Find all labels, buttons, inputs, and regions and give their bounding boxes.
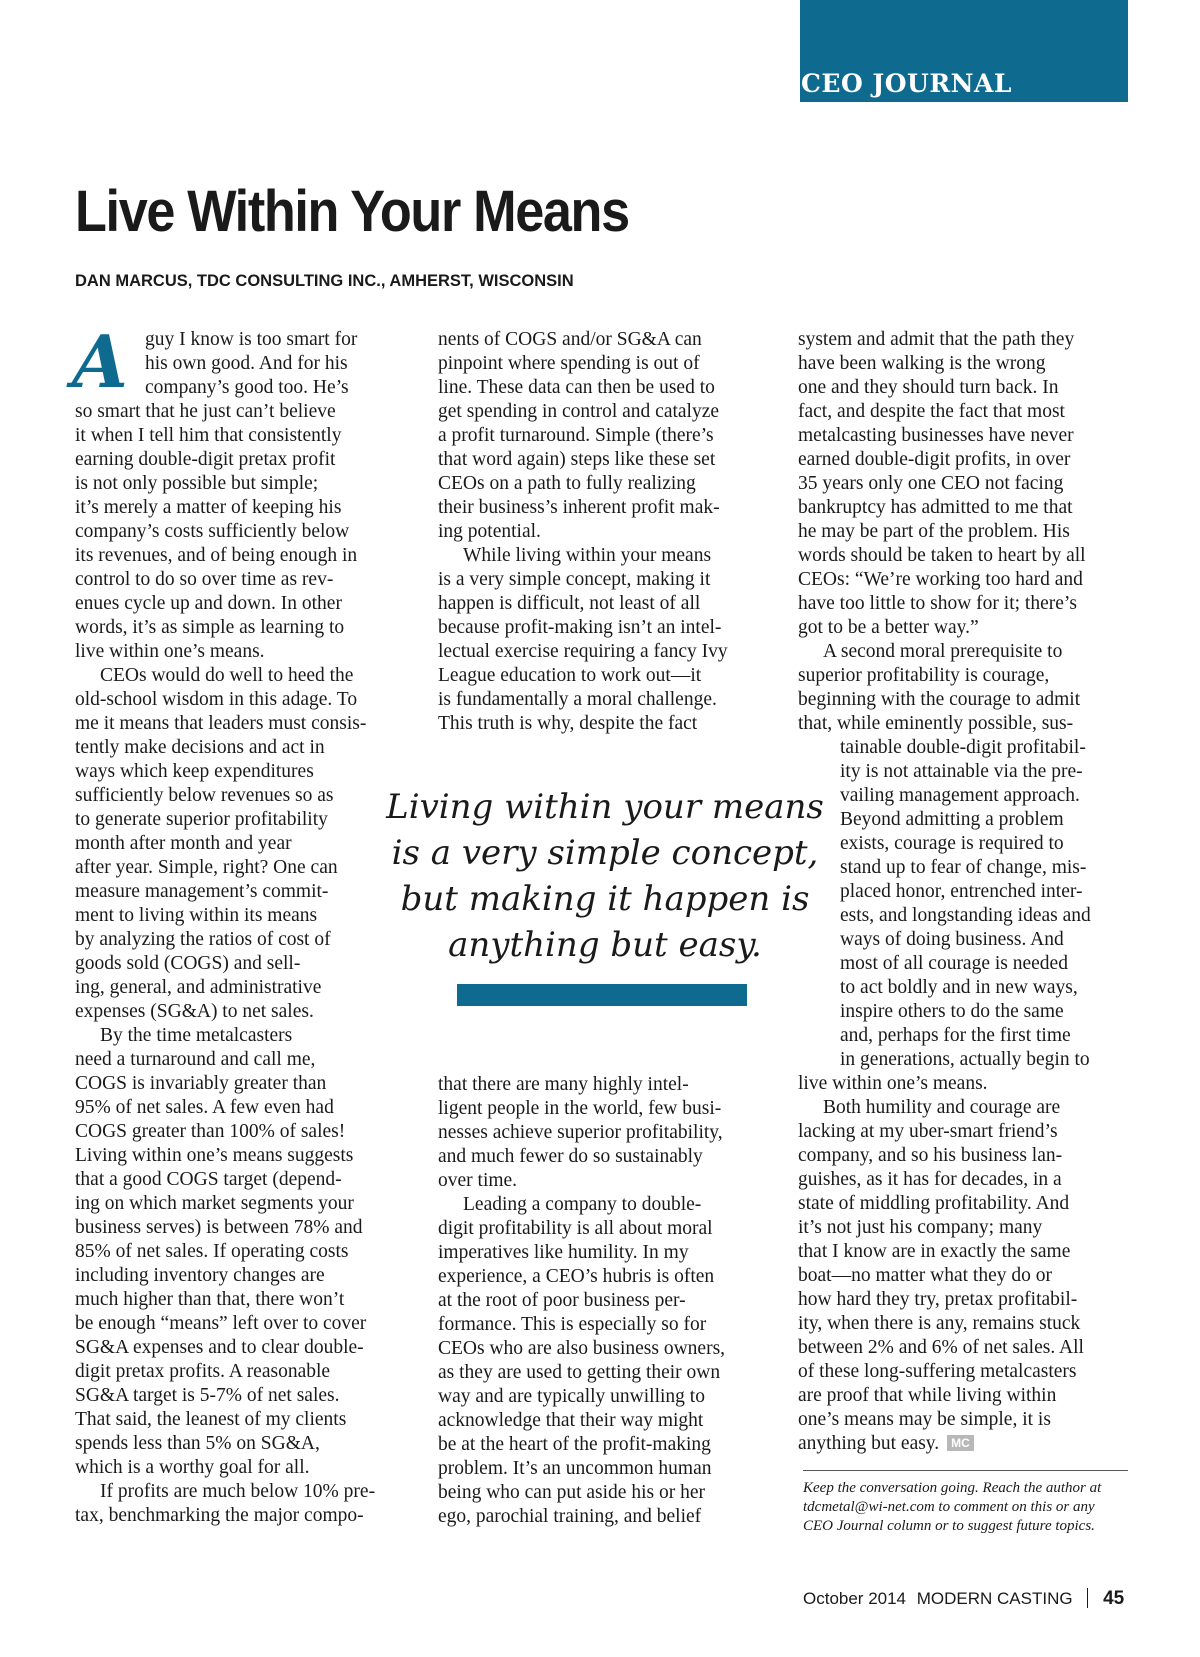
author-note-line: Keep the conversation going. Reach the author at — [803, 1480, 1102, 1496]
text-line: ing, general, and administrative — [75, 977, 322, 998]
text-line: stand up to fear of change, mis- — [840, 857, 1087, 878]
text-line: is fundamentally a moral challenge. — [438, 689, 717, 710]
text-line: have been walking is the wrong — [798, 353, 1046, 374]
text-line: Leading a company to double- — [463, 1194, 702, 1215]
text-line: which is a worthy goal for all. — [75, 1457, 310, 1478]
text-line: A second moral prerequisite to — [823, 641, 1063, 662]
text-line: experience, a CEO’s hubris is often — [438, 1266, 715, 1287]
text-line: after year. Simple, right? One can — [75, 857, 338, 878]
text-line: digit profitability is all about moral — [438, 1218, 713, 1239]
text-line: live within one’s means. — [75, 641, 265, 662]
text-line: its revenues, and of being enough in — [75, 545, 358, 566]
text-line: While living within your means — [463, 545, 712, 566]
text-line: much higher than that, there won’t — [75, 1289, 345, 1310]
text-line: be enough “means” left over to cover — [75, 1313, 367, 1334]
text-line: in generations, actually begin to — [840, 1049, 1090, 1070]
text-line: ligent people in the world, few busi- — [438, 1098, 722, 1119]
text-line: of these long-suffering metalcasters — [798, 1361, 1077, 1382]
text-line: SG&A expenses and to clear double- — [75, 1337, 364, 1358]
text-line: enues cycle up and down. In other — [75, 593, 342, 614]
article-title: Live Within Your Means — [75, 179, 629, 244]
text-line: 95% of net sales. A few even had — [75, 1097, 334, 1118]
text-line: over time. — [438, 1170, 518, 1191]
text-line: nents of COGS and/or SG&A can — [438, 329, 702, 350]
text-line: way and are typically unwilling to — [438, 1386, 705, 1407]
author-note-rule — [803, 1470, 1128, 1471]
author-note-line: CEO Journal column or to suggest future topics. — [803, 1518, 1095, 1534]
text-line: lectual exercise requiring a fancy Ivy — [438, 641, 728, 662]
text-line: nesses achieve superior profitability, — [438, 1122, 723, 1143]
article-byline: DAN MARCUS, TDC CONSULTING INC., AMHERST, WISCONSIN — [75, 272, 574, 290]
text-line: old-school wisdom in this adage. To — [75, 689, 358, 710]
text-line: is not only possible but simple; — [75, 473, 319, 494]
text-line: spends less than 5% on SG&A, — [75, 1433, 320, 1454]
text-line: goods sold (COGS) and sell- — [75, 953, 301, 974]
text-line: me it means that leaders must consis- — [75, 713, 367, 734]
text-line: imperatives like humility. In my — [438, 1242, 689, 1263]
page-footer — [803, 1588, 1124, 1612]
text-line: CEOs would do well to heed the — [100, 665, 354, 686]
text-line: problem. It’s an uncommon human — [438, 1458, 712, 1479]
text-line: company’s costs sufficiently below — [75, 521, 350, 542]
text-line: ing potential. — [438, 521, 541, 542]
text-line: one and they should turn back. In — [798, 377, 1059, 398]
text-line: line. These data can then be used to — [438, 377, 715, 398]
text-line: how hard they try, pretax profitabil- — [798, 1289, 1078, 1310]
text-line: one’s means may be simple, it is — [798, 1409, 1051, 1430]
text-line: being who can put aside his or her — [438, 1482, 705, 1503]
author-note-line: tdcmetal@wi-net.com to comment on this or any — [803, 1499, 1095, 1515]
text-line: By the time metalcasters — [100, 1025, 293, 1046]
text-line: get spending in control and catalyze — [438, 401, 720, 422]
text-line: control to do so over time as rev- — [75, 569, 334, 590]
pull-quote-line: but making it happen is — [400, 879, 810, 919]
text-line: guishes, as it has for decades, in a — [798, 1169, 1062, 1190]
text-line: words should be taken to heart by all — [798, 545, 1086, 566]
text-line: are proof that while living within — [798, 1385, 1057, 1406]
text-line: have too little to show for it; there’s — [798, 593, 1077, 614]
text-line: ways which keep expenditures — [75, 761, 314, 782]
text-line: metalcasting businesses have never — [798, 425, 1074, 446]
text-line: measure management’s commit- — [75, 881, 329, 902]
article-column-2-top — [438, 328, 768, 736]
text-line: ego, parochial training, and belief — [438, 1506, 702, 1527]
text-line: that word again) steps like these set — [438, 449, 716, 470]
section-label: CEO JOURNAL — [801, 69, 1012, 98]
text-line: anything but easy. MC — [798, 1432, 1128, 1456]
text-line: boat—no matter what they do or — [798, 1265, 1052, 1286]
text-line: Beyond admitting a problem — [840, 809, 1064, 830]
article-column-2-bottom — [438, 1073, 768, 1529]
text-line: sufficiently below revenues so as — [75, 785, 334, 806]
text-line: digit pretax profits. A reasonable — [75, 1361, 331, 1382]
text-line: fact, and despite the fact that most — [798, 401, 1065, 422]
text-line: at the root of poor business per- — [438, 1290, 686, 1311]
text-line: that I know are in exactly the same — [798, 1241, 1071, 1262]
text-line: If profits are much below 10% pre- — [100, 1481, 376, 1502]
text-line: that there are many highly intel- — [438, 1074, 689, 1095]
text-line: by analyzing the ratios of cost of — [75, 929, 331, 950]
text-line: to act boldly and in new ways, — [840, 977, 1078, 998]
text-line: he may be part of the problem. His — [798, 521, 1070, 542]
end-of-article-mark: MC — [947, 1435, 974, 1451]
pull-quote-line: anything but easy. — [448, 925, 762, 965]
footer-separator — [1087, 1588, 1088, 1608]
text-line: acknowledge that their way might — [438, 1410, 704, 1431]
text-line: words, it’s as simple as learning to — [75, 617, 345, 638]
footer-magazine-name: MODERN CASTING — [916, 1589, 1073, 1608]
text-line: month after month and year — [75, 833, 292, 854]
text-line: That said, the leanest of my clients — [75, 1409, 347, 1430]
text-line: CEOs who are also business owners, — [438, 1338, 726, 1359]
text-line: it when I tell him that consistently — [75, 425, 342, 446]
text-line: and, perhaps for the first time — [840, 1025, 1071, 1046]
page-number: 45 — [1103, 1588, 1125, 1609]
text-line: ity, when there is any, remains stuck — [798, 1313, 1081, 1334]
text-line: between 2% and 6% of net sales. All — [798, 1337, 1084, 1358]
article-column-1 — [75, 328, 395, 1528]
text-line: League education to work out—it — [438, 665, 702, 686]
text-line: happen is difficult, not least of all — [438, 593, 701, 614]
text-line: pinpoint where spending is out of — [438, 353, 700, 374]
text-line: CEOs: “We’re working too hard and — [798, 569, 1083, 590]
text-line: tainable double-digit profitabil- — [840, 737, 1086, 758]
text-line: state of middling profitability. And — [798, 1193, 1070, 1214]
text-line: their business’s inherent profit mak- — [438, 497, 720, 518]
text-line: earning double-digit pretax profit — [75, 449, 336, 470]
text-line: business serves) is between 78% and — [75, 1217, 363, 1238]
text-line: earned double-digit profits, in over — [798, 449, 1071, 470]
text-line: need a turnaround and call me, — [75, 1049, 316, 1070]
text-line: so smart that he just can’t believe — [75, 401, 336, 422]
text-line: a profit turnaround. Simple (there’s — [438, 425, 714, 446]
text-line: guy I know is too smart for — [145, 329, 358, 350]
text-line: tently make decisions and act in — [75, 737, 325, 758]
text-line: Both humility and courage are — [823, 1097, 1061, 1118]
pull-quote-line: is a very simple concept, — [391, 833, 819, 873]
pull-quote-line: Living within your means — [386, 787, 824, 827]
text-line: exists, courage is required to — [840, 833, 1064, 854]
text-line: CEOs on a path to fully realizing — [438, 473, 696, 494]
text-line: got to be a better way.” — [798, 617, 979, 638]
text-line: beginning with the courage to admit — [798, 689, 1081, 710]
text-line: ity is not attainable via the pre- — [840, 761, 1083, 782]
text-line: that, while eminently possible, sus- — [798, 713, 1074, 734]
pull-quote-rule — [457, 984, 747, 1006]
text-line: Living within one’s means suggests — [75, 1145, 354, 1166]
text-line: COGS is invariably greater than — [75, 1073, 327, 1094]
text-line: ing on which market segments your — [75, 1193, 354, 1214]
text-line: lacking at my uber-smart friend’s — [798, 1121, 1058, 1142]
text-line: ment to living within its means — [75, 905, 318, 926]
text-line: ests, and longstanding ideas and — [840, 905, 1091, 926]
text-line: his own good. And for his — [145, 353, 348, 374]
text-line: superior profitability is courage, — [798, 665, 1050, 686]
text-line: tax, benchmarking the major compo- — [75, 1505, 364, 1526]
text-line: live within one’s means. — [798, 1073, 988, 1094]
text-line: bankruptcy has admitted to me that — [798, 497, 1073, 518]
pull-quote — [385, 784, 825, 968]
text-line: that a good COGS target (depend- — [75, 1169, 342, 1190]
text-line: company’s good too. He’s — [145, 377, 349, 398]
drop-cap: A — [72, 319, 128, 404]
text-line: placed honor, entrenched inter- — [840, 881, 1083, 902]
text-line: vailing management approach. — [840, 785, 1080, 806]
text-line: company, and so his business lan- — [798, 1145, 1063, 1166]
author-note — [803, 1479, 1128, 1536]
text-line: formance. This is especially so for — [438, 1314, 707, 1335]
text-line: as they are used to getting their own — [438, 1362, 721, 1383]
text-line: it’s merely a matter of keeping his — [75, 497, 342, 518]
article-column-3 — [798, 328, 1128, 1456]
text-line: COGS greater than 100% of sales! — [75, 1121, 346, 1142]
text-line: and much fewer do so sustainably — [438, 1146, 703, 1167]
text-line: because profit-making isn’t an intel- — [438, 617, 722, 638]
text-line: including inventory changes are — [75, 1265, 325, 1286]
text-line: expenses (SG&A) to net sales. — [75, 1001, 314, 1022]
text-line: system and admit that the path they — [798, 329, 1075, 350]
text-line: most of all courage is needed — [840, 953, 1068, 974]
text-line: This truth is why, despite the fact — [438, 713, 698, 734]
text-line: is a very simple concept, making it — [438, 569, 711, 590]
text-line: 85% of net sales. If operating costs — [75, 1241, 349, 1262]
text-line: to generate superior profitability — [75, 809, 328, 830]
text-line: it’s not just his company; many — [798, 1217, 1043, 1238]
text-line: 35 years only one CEO not facing — [798, 473, 1064, 494]
text-line: ways of doing business. And — [840, 929, 1064, 950]
footer-issue-date: October 2014 — [803, 1589, 907, 1608]
text-line: inspire others to do the same — [840, 1001, 1064, 1022]
text-line: be at the heart of the profit-making — [438, 1434, 711, 1455]
text-line: SG&A target is 5-7% of net sales. — [75, 1385, 340, 1406]
